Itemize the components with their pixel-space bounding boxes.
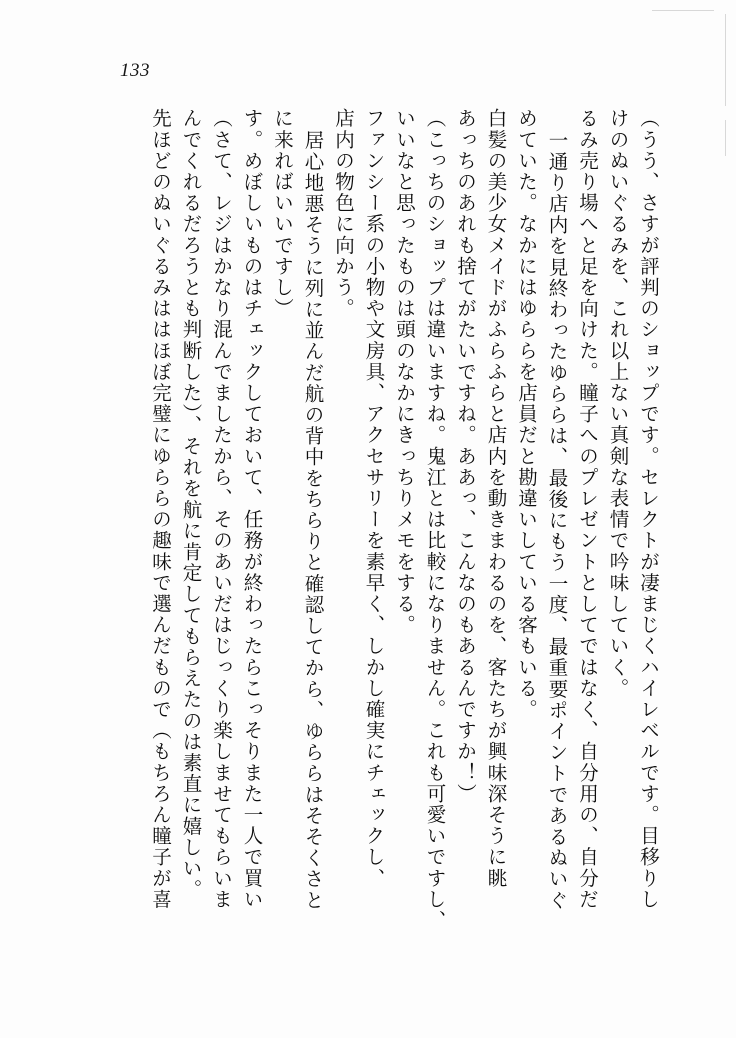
text-column: けのぬいぐるみを、これ以上ない真剣な表情で吟味していく。 <box>606 108 630 699</box>
text-column: （さて、レジはかなり混んでましたから、そのあいだはじっくり楽しませてもらいま <box>210 108 233 910</box>
scan-artifact-right <box>725 14 726 106</box>
text-column: 白髪の美少女メイドがふらふらと店内を動きまわるのを、客たちが興味深そうに眺 <box>484 108 508 889</box>
text-column: に来ればいいですし） <box>271 108 294 319</box>
text-column: んでくれるだろうとも判断した）、それを航に肯定してもらえたのは素直に嬉しい。 <box>179 108 203 901</box>
text-column: （うう、さすが評判のショップです。セレクトが凄まじくハイレベルです。目移りし <box>637 108 660 910</box>
text-column: あっちのあれも捨てがたいですね。ああっ、こんなのもあるんですか！） <box>454 108 477 805</box>
text-column: るみ売り場へと足を向けた。瞳子へのプレゼントとしてではなく、自分用の、自分だ <box>576 108 599 910</box>
scan-artifact-top <box>652 10 714 11</box>
text-column: 居心地悪そうに列に並んだ航の背中をちらりと確認してから、ゆららはそそくさと <box>301 130 325 911</box>
page-number: 133 <box>120 60 150 81</box>
text-column: （こっちのショップは違いますね。鬼江とは比較になりません。これも可愛いですし、 <box>423 108 447 931</box>
text-column: 先ほどのぬいぐるみははほぼ完璧にゆららの趣味で選んだもので（もちろん瞳子が喜 <box>149 108 172 910</box>
text-column: 一通り店内を見終わったゆららは、最後にもう一度、最重要ポイントであるぬいぐ <box>545 130 569 911</box>
text-column: いいなと思ったものは頭のなかにきっちりメモをする。 <box>393 108 416 636</box>
text-column: す。めぼしいものはチェックしておいて、任務が終わったらこっそりまた一人で買い <box>240 108 264 910</box>
text-column: めていた。なかにはゆららを店員だと勘違いしている客もいる。 <box>515 108 538 720</box>
scan-artifact-right-lower <box>725 120 726 156</box>
text-column: 店内の物色に向かう。 <box>332 108 355 319</box>
body-text <box>140 108 659 978</box>
text-column: ファンシー系の小物や文房具、アクセサリーを素早く、しかし確実にチェックし、 <box>362 108 386 889</box>
